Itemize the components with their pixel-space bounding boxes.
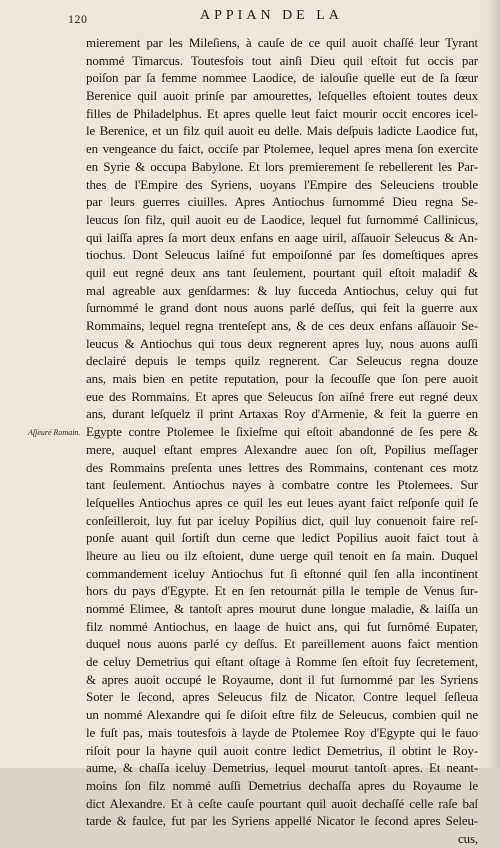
text-line: lheure au lieu ou ilz eſtoient, dune uerge quil tenoit en ſa main. Duquel (86, 547, 478, 563)
catchword: cus, (458, 830, 478, 846)
text-line: leucus ſon filz, quil auoit eu de Laodice, lequel fut ſurnommé Callinicus, (86, 211, 478, 227)
text-line: Rommains, lequel regna trenteſept ans, & de ces deux enfans aſſauoir Se- (86, 318, 478, 333)
text-line: Soter le ſecond, apres Seleucus filz de Nicator. Contre lequel ſeſleua (86, 689, 478, 705)
text-line: le fuſt pas, mais toutesfois à layde de Ptolemee Roy d'Egypte qui le fauo (86, 724, 478, 740)
text-line: en vengeance du faict, occiſe par Ptolemee, lequel apres mena ſon exercite (86, 141, 478, 157)
text-line: un nommé Alexandre qui ſe diſoit eſtre filz de Seleucus, combien quil ne (86, 707, 478, 723)
text-line: ſurnommé le grand dont nous auons parlé deſſus, qui feit la guerre aux (86, 300, 478, 316)
text-line: hors du pays d'Egypte. Et en ſen retournát pilla le temple de Venus ſur- (86, 583, 478, 599)
text-line: poiſon par ſa femme nommee Laodice, de ialouſie quelle eut de ſa ſœur (86, 70, 478, 86)
text-line: filz nommé Antiochus, en laage de huict ans, qui fut ſurnômé Eupater, (86, 618, 478, 634)
text-line: mere, auquel eſtant empres Alexandre auec ſon oſt, Popilius meſſager (86, 441, 478, 457)
text-line: leucus & Antiochus qui tous deux regnerent apres luy, nous auons auſſi (86, 335, 478, 351)
text-line: declairé depuis le temps quilz regnerent. Car Seleucus regna douze (86, 353, 478, 369)
text-line: thes de l'Empire des Syriens, uoyans l'Empire des Seleuciens trouble (86, 176, 478, 192)
text-line: Egypte contre Ptolemee le ſixieſme qui eſtoit abandonné de ſes pere & (86, 424, 478, 440)
text-line: nommé Elimee, & tantoſt apres mourut dune longue maladie, & laiſſa un (86, 601, 478, 616)
text-line: le Berenice, et un filz quil auoit eu delle. Mais deſpuis ladicte Laodice fut, (86, 123, 478, 139)
text-line: tant ſeulement. Antiochus nayes à combatre contre les Ptolemees. Sur (86, 477, 478, 493)
text-line: qui laiſſa apres ſa mort deux enfans en aage uiril, aſſauoir Seleucus & An- (86, 229, 478, 245)
text-line: ans, mais bien en petite reputation, pour la ſecouſſe que ſon pere auoit (86, 371, 478, 387)
gutter-shadow (486, 0, 500, 768)
text-line: & apres auoit occupé le Royaume, dont il fut ſurnommé par les Syriens (86, 671, 478, 687)
text-line: tiochus. Dont Seleucus laiſné fut empoiſonné par ſes domeſtiques apres (86, 247, 478, 263)
text-line: tarde & faulce, fut par les Syriens appellé Nicator le ſecond apres Seleu- (86, 813, 478, 829)
text-line: Berenice quil auoit prinſe par amourettes, leſquelles eſtoient toutes deux (86, 88, 478, 104)
text-line: de celuy Demetrius qui eſtant oſtage à Romme ſen eſtoit fuy ſecretement, (86, 654, 478, 670)
text-line: eue des Rommains. Et apres que Seleucus ſon aiſné frere eut regné deux (86, 388, 478, 404)
text-line: commandement iceluy Antiochus fut ſi eſtonné quil ſen alla incontinent (86, 565, 478, 581)
body-text (86, 34, 478, 848)
text-line: mal agreable aux genſdarmes: & luy ſucceda Antiochus, celuy qui fut (86, 282, 478, 298)
margin-note: Aſſeuré Romain. (28, 428, 81, 437)
text-line: filles de Philadelphus. Et apres quelle leut faict mourir occit encores icel- (86, 105, 478, 121)
text-line: quil eut regné deux ans tant ſeulement, pourtant quil eſtoit maladif & (86, 264, 478, 280)
text-line: leſquelles Antiochus apres ce quil les eut leues ayant faict reſponſe quil ſe (86, 494, 478, 510)
text-line: ponſe auant quil ſortiſt dun cerne que ledict Popilius auoit faict tout à (86, 530, 478, 546)
text-line: des Rommains preſenta unes lettres des Rommains, contenant ces motz (86, 459, 478, 475)
text-line: nommé Timarcus. Toutesfois tout ainſi Dieu quil eſtoit fut occis par (86, 52, 478, 68)
page-number: 120 (68, 12, 88, 26)
text-line: par leurs guerres ciuilles. Apres Antiochus ſurnommé Dieu regna Se- (86, 194, 478, 210)
text-line: dict Alexandre. Et à ceſte cauſe pourtant quil auoit dechaſſé celle raſe baſ (86, 795, 478, 811)
text-line: ans, durant leſquelz il print Artaxas Roy d'Armenie, & feit la guerre en (86, 406, 478, 422)
text-line: conſeilleroit, luy fut par iceluy Popilius dict, quil luy conuenoit faire reſ- (86, 512, 478, 528)
text-line: en Syrie & occupa Babylone. Et lors premierement ſe rebellerent les Par- (86, 158, 478, 174)
text-line: riſoit pour la hayne quil auoit contre ledict Demetrius, il obtint le Roy- (86, 742, 478, 758)
text-line: duquel nous auons parlé cy deſſus. Et pareillement auons faict mention (86, 636, 478, 652)
running-head: APPIAN DE LA (200, 8, 343, 23)
text-line: moins ſon filz nommé auſſi Demetrius dechaſſa apres du Royaume le (86, 777, 478, 793)
text-line: aume, & chaſſa iceluy Demetrius, lequel mourut tantoſt apres. Et neant- (86, 760, 478, 776)
text-line: mierement par les Mileſiens, à cauſe de ce quil auoit chaſſé leur Tyrant (86, 35, 478, 50)
